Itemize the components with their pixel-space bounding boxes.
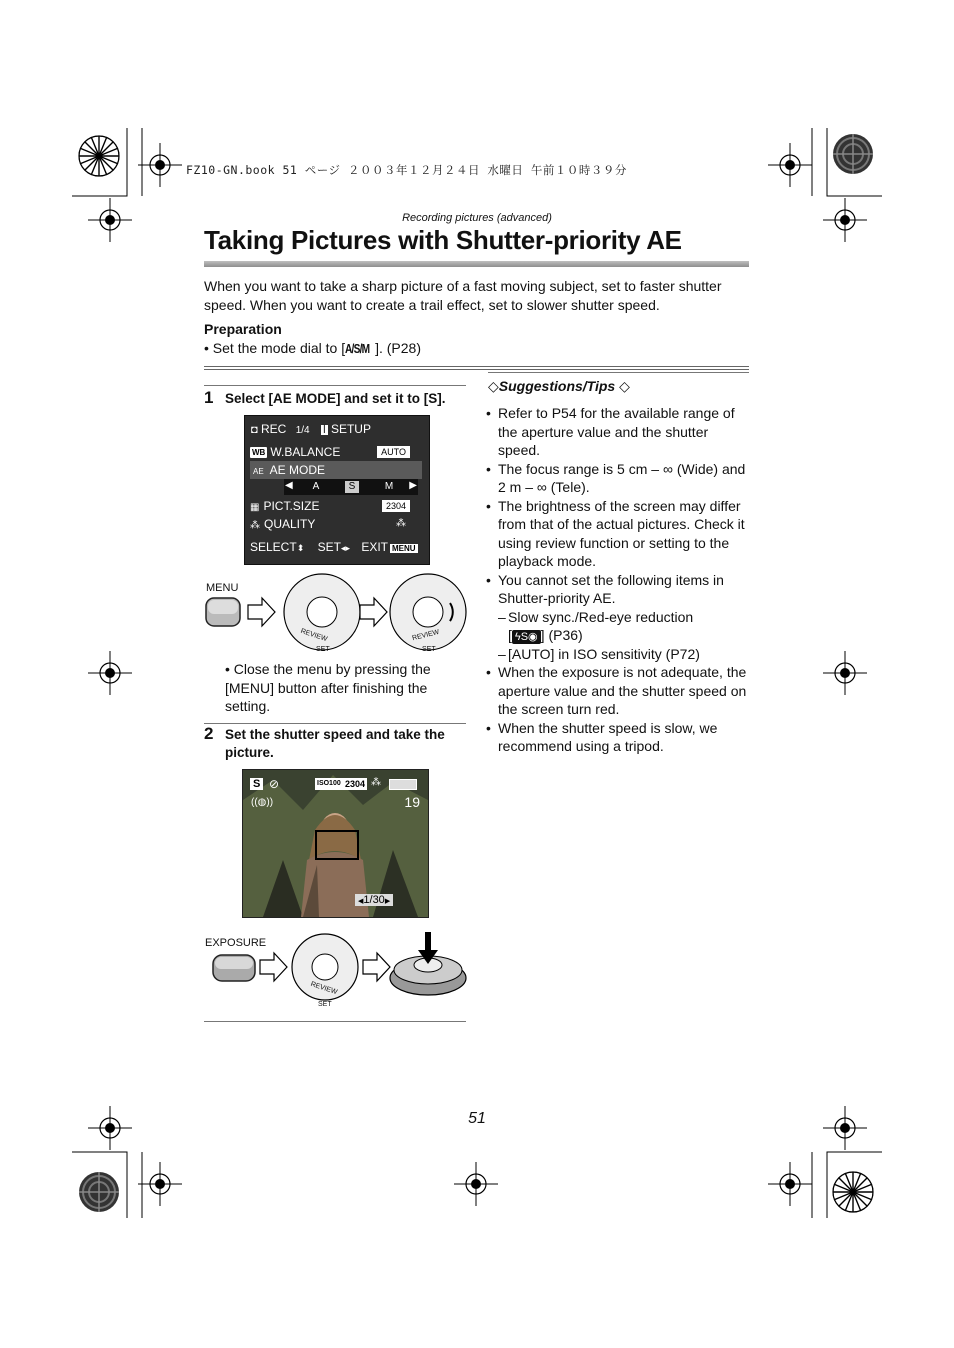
step2-text: Set the shutter speed and take the picture. (225, 727, 445, 760)
menu-footer (250, 538, 422, 556)
preparation-heading: Preparation (204, 321, 282, 337)
print-header: FZ10-GN.book 51 ページ ２００３年１２月２４日 水曜日 午前１０時３９分 (186, 163, 627, 177)
lcd-iso: ISO100 (315, 778, 343, 790)
menu-row-label: PICT.SIZE (263, 499, 320, 513)
tip-item: • When the shutter speed is slow, we recommend using a tripod. (486, 719, 754, 756)
tips-heading-text: Suggestions/Tips (498, 378, 616, 394)
lcd-size: 2304 (345, 779, 366, 789)
tip-item: • Refer to P54 for the available range of the aperture value and the shutter speed. (486, 404, 754, 460)
mode-dial-asm-icon: A/S/M (345, 341, 370, 356)
preparation-text-post: ]. (P28) (375, 340, 421, 356)
wb-icon: WB (252, 448, 266, 457)
section-label: Recording pictures (advanced) (402, 212, 552, 224)
menu-tab-setup: SETUP (330, 422, 371, 436)
ae-option-s: S (345, 481, 359, 493)
page-number: 51 (468, 1110, 486, 1127)
camera-icon: ◘ (251, 424, 258, 436)
step1-note: • Close the menu by pressing the [MENU] button after finishing the setting. (225, 661, 431, 714)
menu-badge: MENU (391, 544, 416, 553)
ae-option-a: A (312, 481, 320, 492)
lcd-remaining-count: 19 (404, 794, 420, 810)
section-divider (204, 366, 749, 370)
page-title: Taking Pictures with Shutter-priority AE (204, 225, 682, 255)
tip-sublist (498, 608, 754, 664)
preparation-bullet (204, 340, 421, 356)
tip-sub-slow-sync: – Slow sync./Red-eye reduction (498, 608, 754, 627)
step2-button-diagram (200, 920, 470, 1010)
set-label-3: SET (318, 1001, 332, 1008)
review-label-3: REVIEW (309, 980, 339, 997)
left-column-top-rule (204, 385, 466, 386)
tips-list (486, 404, 754, 756)
menu-row-value: 2304 (382, 500, 410, 512)
menu-footer-select: SELECT (250, 540, 297, 554)
set-label-1: SET (316, 646, 330, 653)
exposure-button-label: EXPOSURE (205, 937, 267, 949)
menu-row-quality (250, 515, 422, 533)
lcd-mode-s: S (250, 778, 263, 790)
quality-value-icon: ⁂ (396, 518, 406, 529)
menu-row-pictsize (250, 497, 422, 515)
ae-mode-options (284, 479, 418, 495)
pict-size-icon: ▦ (250, 502, 260, 513)
menu-button-label: MENU (206, 582, 239, 594)
intro-paragraph: When you want to take a sharp picture of a fast moving subject, set to faster shutter speed. When you want to create a trail effect, set to slower shutter speed. (204, 278, 722, 313)
setup-icon: ꟾ (322, 425, 326, 435)
step2-number: 2 (204, 724, 214, 743)
flash-off-icon: ⊘ (269, 777, 280, 791)
review-label-2: REVIEW (411, 628, 441, 643)
lcd-shutter-speed (355, 894, 393, 906)
menu-row-label: W.BALANCE (270, 445, 341, 459)
right-arrow-icon: ▶ (409, 480, 417, 491)
slow-sync-redeye-icon: ϟS◉ (512, 630, 541, 644)
tip-sub-slow-sync-ref: [ ϟS◉ ] (P36) (508, 627, 583, 643)
tip-sub-iso: – [AUTO] in ISO sensitivity (P72) (498, 645, 754, 664)
menu-footer-set: SET (317, 540, 341, 554)
menu-row-label: AE MODE (269, 463, 326, 477)
af-frame (315, 830, 359, 860)
tip-item: • The focus range is 5 cm – ∞ (Wide) and 2 m – ∞ (Tele). (486, 460, 754, 497)
diamond-icon: ◇ (488, 378, 499, 394)
menu-tab-page: 1/4 (295, 425, 310, 436)
shutter-left-icon: ◀ (358, 898, 364, 905)
right-column-top-rule (488, 372, 749, 373)
menu-row-value: AUTO (377, 446, 410, 458)
tip-item-text: You cannot set the following items in Shutter-priority AE. (498, 571, 724, 606)
shutter-right-icon: ▶ (384, 898, 391, 905)
menu-row-label: QUALITY (264, 517, 316, 531)
left-column-bottom-rule (204, 1021, 466, 1022)
battery-icon (389, 779, 417, 790)
tips-heading (488, 378, 630, 395)
preparation-text-pre: • Set the mode dial to [ (204, 340, 346, 356)
menu-tab-bar (251, 420, 423, 438)
menu-row-wbalance (250, 443, 422, 461)
step1-text: Select [AE MODE] and set it to [S]. (225, 391, 446, 406)
left-arrow-icon: ◀ (285, 480, 293, 491)
ae-option-m: M (384, 481, 394, 492)
tip-sub-ref: (P36) (548, 627, 583, 643)
updown-icon: ⬍ (296, 543, 305, 553)
leftright-icon: ◂▸ (340, 543, 350, 553)
menu-footer-exit: EXIT (361, 540, 388, 554)
tip-item: • When the exposure is not adequate, the aperture value and the shutter speed on the screen turn red. (486, 663, 754, 719)
quality-icon: ⁂ (371, 777, 381, 788)
step-divider (204, 723, 466, 724)
ae-icon: AE (253, 467, 264, 476)
menu-row-aemode (250, 461, 422, 479)
lcd-preview-photo (242, 769, 429, 918)
diamond-icon: ◇ (619, 378, 630, 394)
tip-item: • The brightness of the screen may differ from that of the actual pictures. Check it using review function or setting to the playback mode. (486, 497, 754, 571)
lcd-shutter-value: 1/30 (363, 894, 385, 906)
review-label-1: REVIEW (299, 627, 329, 644)
quality-icon: ⁂ (250, 520, 260, 531)
menu-tab-rec: REC (261, 422, 287, 436)
title-rule (204, 261, 749, 267)
tip-item (486, 571, 754, 664)
stabilizer-icon: ((◍)) (251, 797, 274, 808)
set-label-2: SET (422, 646, 436, 653)
step1-number: 1 (204, 388, 214, 407)
